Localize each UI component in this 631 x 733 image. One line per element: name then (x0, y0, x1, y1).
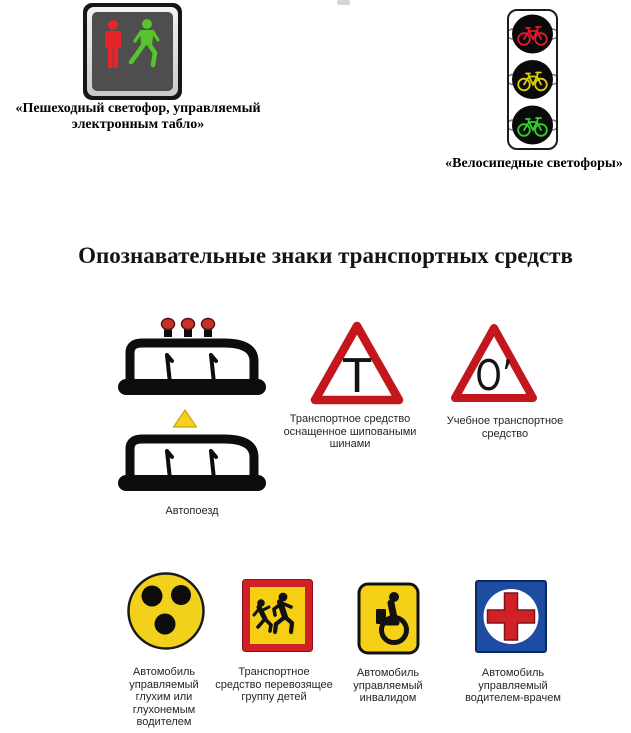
children-transport-sign (242, 579, 313, 652)
green-walking-man-icon (131, 19, 158, 65)
caption-line: шинами (329, 438, 371, 450)
roof-lights-icon (162, 319, 215, 338)
caption-line: глухим или (135, 691, 193, 703)
bicycle-lamp-yellow (509, 60, 556, 99)
caption-line: средство перевозящее (215, 678, 333, 691)
road-train-cab-bottom-icon (118, 431, 266, 493)
caption-line: оснащенное шиповаными (283, 425, 417, 438)
caption-line: средство (481, 427, 529, 440)
warning-triangle-icon (172, 408, 198, 429)
caption-line: Транспортное средство (289, 413, 411, 425)
pedestrian-figures-icon (92, 12, 173, 91)
bicycle-traffic-light-icon (507, 9, 558, 150)
deaf-driver-caption (114, 666, 214, 729)
doctor-driver-caption (443, 667, 583, 705)
training-vehicle-symbol: O’ (475, 351, 513, 400)
training-vehicle-caption (430, 415, 580, 440)
caption-line: управляемый (478, 679, 548, 692)
pedestrian-light-caption (0, 101, 276, 133)
caption-line: инвалидом (359, 692, 417, 704)
caption-line: группу детей (241, 691, 307, 703)
bicycle-light-caption: «Велосипедные светофоры» (445, 156, 623, 171)
scan-artifact (337, 0, 350, 5)
children-transport-caption (203, 666, 345, 704)
road-train-cab-top-icon (118, 312, 266, 397)
caption-line: электронным табло» (71, 117, 205, 132)
disabled-driver-caption (338, 667, 438, 705)
caption-line: управляемый (129, 678, 199, 691)
caption-line: водителем (136, 716, 192, 728)
caption-line: Автомобиль (132, 666, 196, 678)
red-standing-man-icon (105, 20, 121, 68)
doctor-driver-sign (475, 580, 547, 653)
caption-line: Автомобиль (356, 667, 420, 679)
caption-line: Автомобиль (481, 667, 545, 679)
bicycle-lamp-red (509, 15, 556, 54)
pedestrian-traffic-light-icon (83, 3, 182, 100)
studded-tires-caption (280, 413, 420, 451)
caption-line: управляемый (353, 679, 423, 692)
disabled-driver-sign (357, 582, 420, 655)
pedestrian-light-frame (87, 7, 178, 96)
caption-line: Транспортное (238, 666, 310, 678)
road-train-caption: Автопоезд (165, 505, 219, 517)
section-title: Опознавательные знаки транспортных средств (78, 243, 573, 268)
caption-line: Учебное транспортное (446, 415, 564, 427)
bicycle-lamp-green (509, 106, 556, 145)
studded-tires-sign (309, 319, 405, 407)
caption-line: водителем-врачем (465, 692, 561, 704)
training-vehicle-sign (450, 322, 538, 405)
caption-line: глухонемым (132, 703, 196, 716)
caption-line: «Пешеходный светофор, управляемый (15, 101, 261, 116)
studded-tires-symbol: Т (342, 349, 372, 403)
deaf-driver-sign (126, 571, 206, 651)
pedestrian-light-screen (92, 12, 173, 91)
